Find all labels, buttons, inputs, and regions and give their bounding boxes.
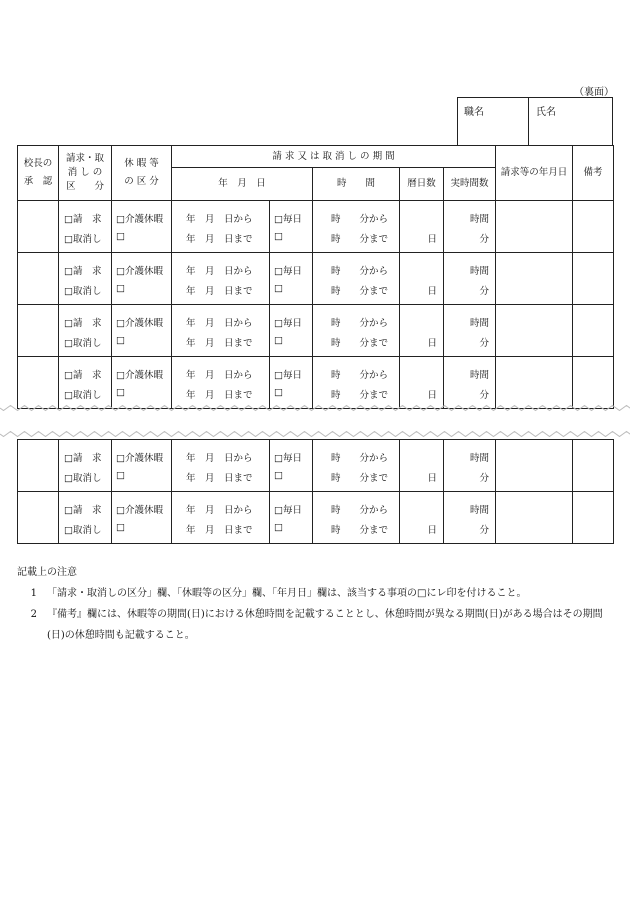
calendar-days-cell[interactable] bbox=[400, 492, 444, 544]
other-leave-checkbox: □ bbox=[116, 387, 125, 398]
time-from: 時 分から bbox=[331, 453, 389, 464]
nursing-leave-checkbox: □介護休暇 bbox=[116, 370, 163, 381]
date-from: 年 月 日から bbox=[186, 318, 253, 329]
time-to: 時 分まで bbox=[331, 473, 389, 484]
hours-unit: 時間 bbox=[469, 266, 489, 277]
period-header: 請 求 又 は 取 消 し の 期 間 bbox=[172, 146, 496, 168]
remarks-header: 備考 bbox=[573, 146, 614, 201]
approval-cell[interactable] bbox=[18, 492, 59, 544]
daily-cell[interactable] bbox=[270, 253, 313, 305]
request-type-cell[interactable] bbox=[59, 440, 112, 492]
name-label: 氏名 bbox=[536, 107, 556, 118]
request-type-cell[interactable] bbox=[59, 305, 112, 357]
minutes-unit: 分 bbox=[479, 234, 489, 245]
remarks-cell[interactable] bbox=[573, 253, 614, 305]
request-checkbox: □請 求 bbox=[64, 505, 102, 516]
leave-type-cell[interactable] bbox=[112, 305, 172, 357]
day-unit: 日 bbox=[427, 234, 437, 245]
daily-checkbox: □毎日 bbox=[274, 453, 302, 464]
date-range-cell[interactable] bbox=[172, 440, 270, 492]
actual-hours-cell[interactable] bbox=[444, 305, 496, 357]
table-row bbox=[18, 305, 614, 357]
back-side-label: （裏面） bbox=[574, 87, 614, 98]
approval-cell[interactable] bbox=[18, 253, 59, 305]
other-leave-checkbox: □ bbox=[116, 470, 125, 481]
note-item: 1 「請求・取消しの区分」欄、「休暇等の区分」欄、「年月日」欄は、該当する事項の□にレ印を付けること。 bbox=[30, 588, 527, 599]
date-from: 年 月 日から bbox=[186, 370, 253, 381]
time-range-cell[interactable] bbox=[313, 492, 400, 544]
remarks-cell[interactable] bbox=[573, 440, 614, 492]
date-from: 年 月 日から bbox=[186, 453, 253, 464]
approval-cell[interactable] bbox=[18, 440, 59, 492]
time-to: 時 分まで bbox=[331, 286, 389, 297]
daily-checkbox: □毎日 bbox=[274, 318, 302, 329]
cancel-checkbox: □取消し bbox=[64, 338, 102, 349]
leave-type-cell[interactable] bbox=[112, 253, 172, 305]
actual-hours-cell[interactable] bbox=[444, 440, 496, 492]
request-checkbox: □請 求 bbox=[64, 214, 102, 225]
hours-unit: 時間 bbox=[469, 505, 489, 516]
table-row bbox=[18, 492, 614, 544]
request-type-header: 請求・取 消 し の 区 分 bbox=[59, 146, 112, 201]
time-from: 時 分から bbox=[331, 370, 389, 381]
date-from: 年 月 日から bbox=[186, 214, 253, 225]
hours-unit: 時間 bbox=[469, 318, 489, 329]
daily-checkbox: □毎日 bbox=[274, 505, 302, 516]
table-row bbox=[18, 440, 614, 492]
request-date-cell[interactable] bbox=[496, 440, 573, 492]
date-to: 年 月 日まで bbox=[186, 390, 253, 401]
request-date-cell[interactable] bbox=[496, 305, 573, 357]
date-range-cell[interactable] bbox=[172, 492, 270, 544]
time-to: 時 分まで bbox=[331, 390, 389, 401]
table-row bbox=[18, 253, 614, 305]
request-type-cell[interactable] bbox=[59, 201, 112, 253]
leave-type-cell[interactable] bbox=[112, 201, 172, 253]
time-from: 時 分から bbox=[331, 266, 389, 277]
name-box-divider bbox=[528, 98, 529, 145]
day-unit: 日 bbox=[427, 286, 437, 297]
other-day-checkbox: □ bbox=[274, 387, 283, 398]
date-to: 年 月 日まで bbox=[186, 525, 253, 536]
calendar-days-cell[interactable] bbox=[400, 305, 444, 357]
date-range-cell[interactable] bbox=[172, 253, 270, 305]
request-date-cell[interactable] bbox=[496, 492, 573, 544]
day-unit: 日 bbox=[427, 338, 437, 349]
cancel-checkbox: □取消し bbox=[64, 234, 102, 245]
hours-unit: 時間 bbox=[469, 453, 489, 464]
date-from: 年 月 日から bbox=[186, 266, 253, 277]
actual-hours-cell[interactable] bbox=[444, 492, 496, 544]
actual-hours-header: 実時間数 bbox=[444, 168, 496, 201]
request-checkbox: □請 求 bbox=[64, 453, 102, 464]
notes-section bbox=[17, 562, 617, 646]
cancel-checkbox: □取消し bbox=[64, 473, 102, 484]
approval-cell[interactable] bbox=[18, 201, 59, 253]
request-checkbox: □請 求 bbox=[64, 370, 102, 381]
other-leave-checkbox: □ bbox=[116, 231, 125, 242]
minutes-unit: 分 bbox=[479, 525, 489, 536]
nursing-leave-checkbox: □介護休暇 bbox=[116, 214, 163, 225]
calendar-days-cell[interactable] bbox=[400, 201, 444, 253]
minutes-unit: 分 bbox=[479, 338, 489, 349]
nursing-leave-checkbox: □介護休暇 bbox=[116, 318, 163, 329]
daily-checkbox: □毎日 bbox=[274, 266, 302, 277]
note-item: 2 『備考』欄には、休暇等の期間(日)における休憩時間を記載することとし、休憩時間が異なる期間(日)がある場合はその期間(日)の休憩時間も記載すること。 bbox=[30, 609, 603, 641]
time-from: 時 分から bbox=[331, 214, 389, 225]
time-range-cell[interactable] bbox=[313, 440, 400, 492]
date-from: 年 月 日から bbox=[186, 505, 253, 516]
date-range-cell[interactable] bbox=[172, 201, 270, 253]
time-range-cell[interactable] bbox=[313, 201, 400, 253]
time-from: 時 分から bbox=[331, 505, 389, 516]
time-range-cell[interactable] bbox=[313, 253, 400, 305]
daily-cell[interactable] bbox=[270, 201, 313, 253]
actual-hours-cell[interactable] bbox=[444, 201, 496, 253]
calendar-days-header: 暦日数 bbox=[400, 168, 444, 201]
calendar-days-cell[interactable] bbox=[400, 440, 444, 492]
other-day-checkbox: □ bbox=[274, 522, 283, 533]
request-type-cell[interactable] bbox=[59, 492, 112, 544]
request-table-continued bbox=[17, 439, 614, 544]
minutes-unit: 分 bbox=[479, 473, 489, 484]
cancel-checkbox: □取消し bbox=[64, 525, 102, 536]
date-to: 年 月 日まで bbox=[186, 234, 253, 245]
other-day-checkbox: □ bbox=[274, 470, 283, 481]
date-to: 年 月 日まで bbox=[186, 286, 253, 297]
daily-cell[interactable] bbox=[270, 492, 313, 544]
torn-separator bbox=[0, 400, 630, 440]
actual-hours-cell[interactable] bbox=[444, 253, 496, 305]
nursing-leave-checkbox: □介護休暇 bbox=[116, 505, 163, 516]
other-leave-checkbox: □ bbox=[116, 335, 125, 346]
date-range-cell[interactable] bbox=[172, 305, 270, 357]
name-box bbox=[457, 97, 613, 145]
nursing-leave-checkbox: □介護休暇 bbox=[116, 266, 163, 277]
approval-cell[interactable] bbox=[18, 305, 59, 357]
request-checkbox: □請 求 bbox=[64, 266, 102, 277]
time-to: 時 分まで bbox=[331, 338, 389, 349]
position-label: 職名 bbox=[464, 107, 484, 118]
day-unit: 日 bbox=[427, 525, 437, 536]
request-date-header: 請求等の年月日 bbox=[496, 146, 573, 201]
other-day-checkbox: □ bbox=[274, 283, 283, 294]
notes-title: 記載上の注意 bbox=[17, 567, 77, 578]
leave-type-cell[interactable] bbox=[112, 492, 172, 544]
other-day-checkbox: □ bbox=[274, 231, 283, 242]
daily-cell[interactable] bbox=[270, 440, 313, 492]
day-unit: 日 bbox=[427, 473, 437, 484]
leave-type-header: 休 暇 等 の 区 分 bbox=[112, 146, 172, 201]
minutes-unit: 分 bbox=[479, 390, 489, 401]
nursing-leave-checkbox: □介護休暇 bbox=[116, 453, 163, 464]
hours-unit: 時間 bbox=[469, 214, 489, 225]
ymd-header: 年 月 日 bbox=[172, 168, 313, 201]
minutes-unit: 分 bbox=[479, 286, 489, 297]
remarks-cell[interactable] bbox=[573, 492, 614, 544]
request-type-cell[interactable] bbox=[59, 253, 112, 305]
daily-checkbox: □毎日 bbox=[274, 370, 302, 381]
request-checkbox: □請 求 bbox=[64, 318, 102, 329]
time-range-cell[interactable] bbox=[313, 305, 400, 357]
remarks-cell[interactable] bbox=[573, 201, 614, 253]
time-to: 時 分まで bbox=[331, 234, 389, 245]
time-header: 時 間 bbox=[313, 168, 400, 201]
principal-approval-header: 校長の 承 認 bbox=[18, 146, 59, 201]
other-leave-checkbox: □ bbox=[116, 283, 125, 294]
date-to: 年 月 日まで bbox=[186, 338, 253, 349]
request-date-cell[interactable] bbox=[496, 201, 573, 253]
calendar-days-cell[interactable] bbox=[400, 253, 444, 305]
time-to: 時 分まで bbox=[331, 525, 389, 536]
leave-type-cell[interactable] bbox=[112, 440, 172, 492]
time-from: 時 分から bbox=[331, 318, 389, 329]
daily-checkbox: □毎日 bbox=[274, 214, 302, 225]
request-date-cell[interactable] bbox=[496, 253, 573, 305]
other-leave-checkbox: □ bbox=[116, 522, 125, 533]
request-table bbox=[17, 145, 614, 409]
cancel-checkbox: □取消し bbox=[64, 286, 102, 297]
hours-unit: 時間 bbox=[469, 370, 489, 381]
day-unit: 日 bbox=[427, 390, 437, 401]
remarks-cell[interactable] bbox=[573, 305, 614, 357]
daily-cell[interactable] bbox=[270, 305, 313, 357]
cancel-checkbox: □取消し bbox=[64, 390, 102, 401]
date-to: 年 月 日まで bbox=[186, 473, 253, 484]
other-day-checkbox: □ bbox=[274, 335, 283, 346]
table-row bbox=[18, 201, 614, 253]
